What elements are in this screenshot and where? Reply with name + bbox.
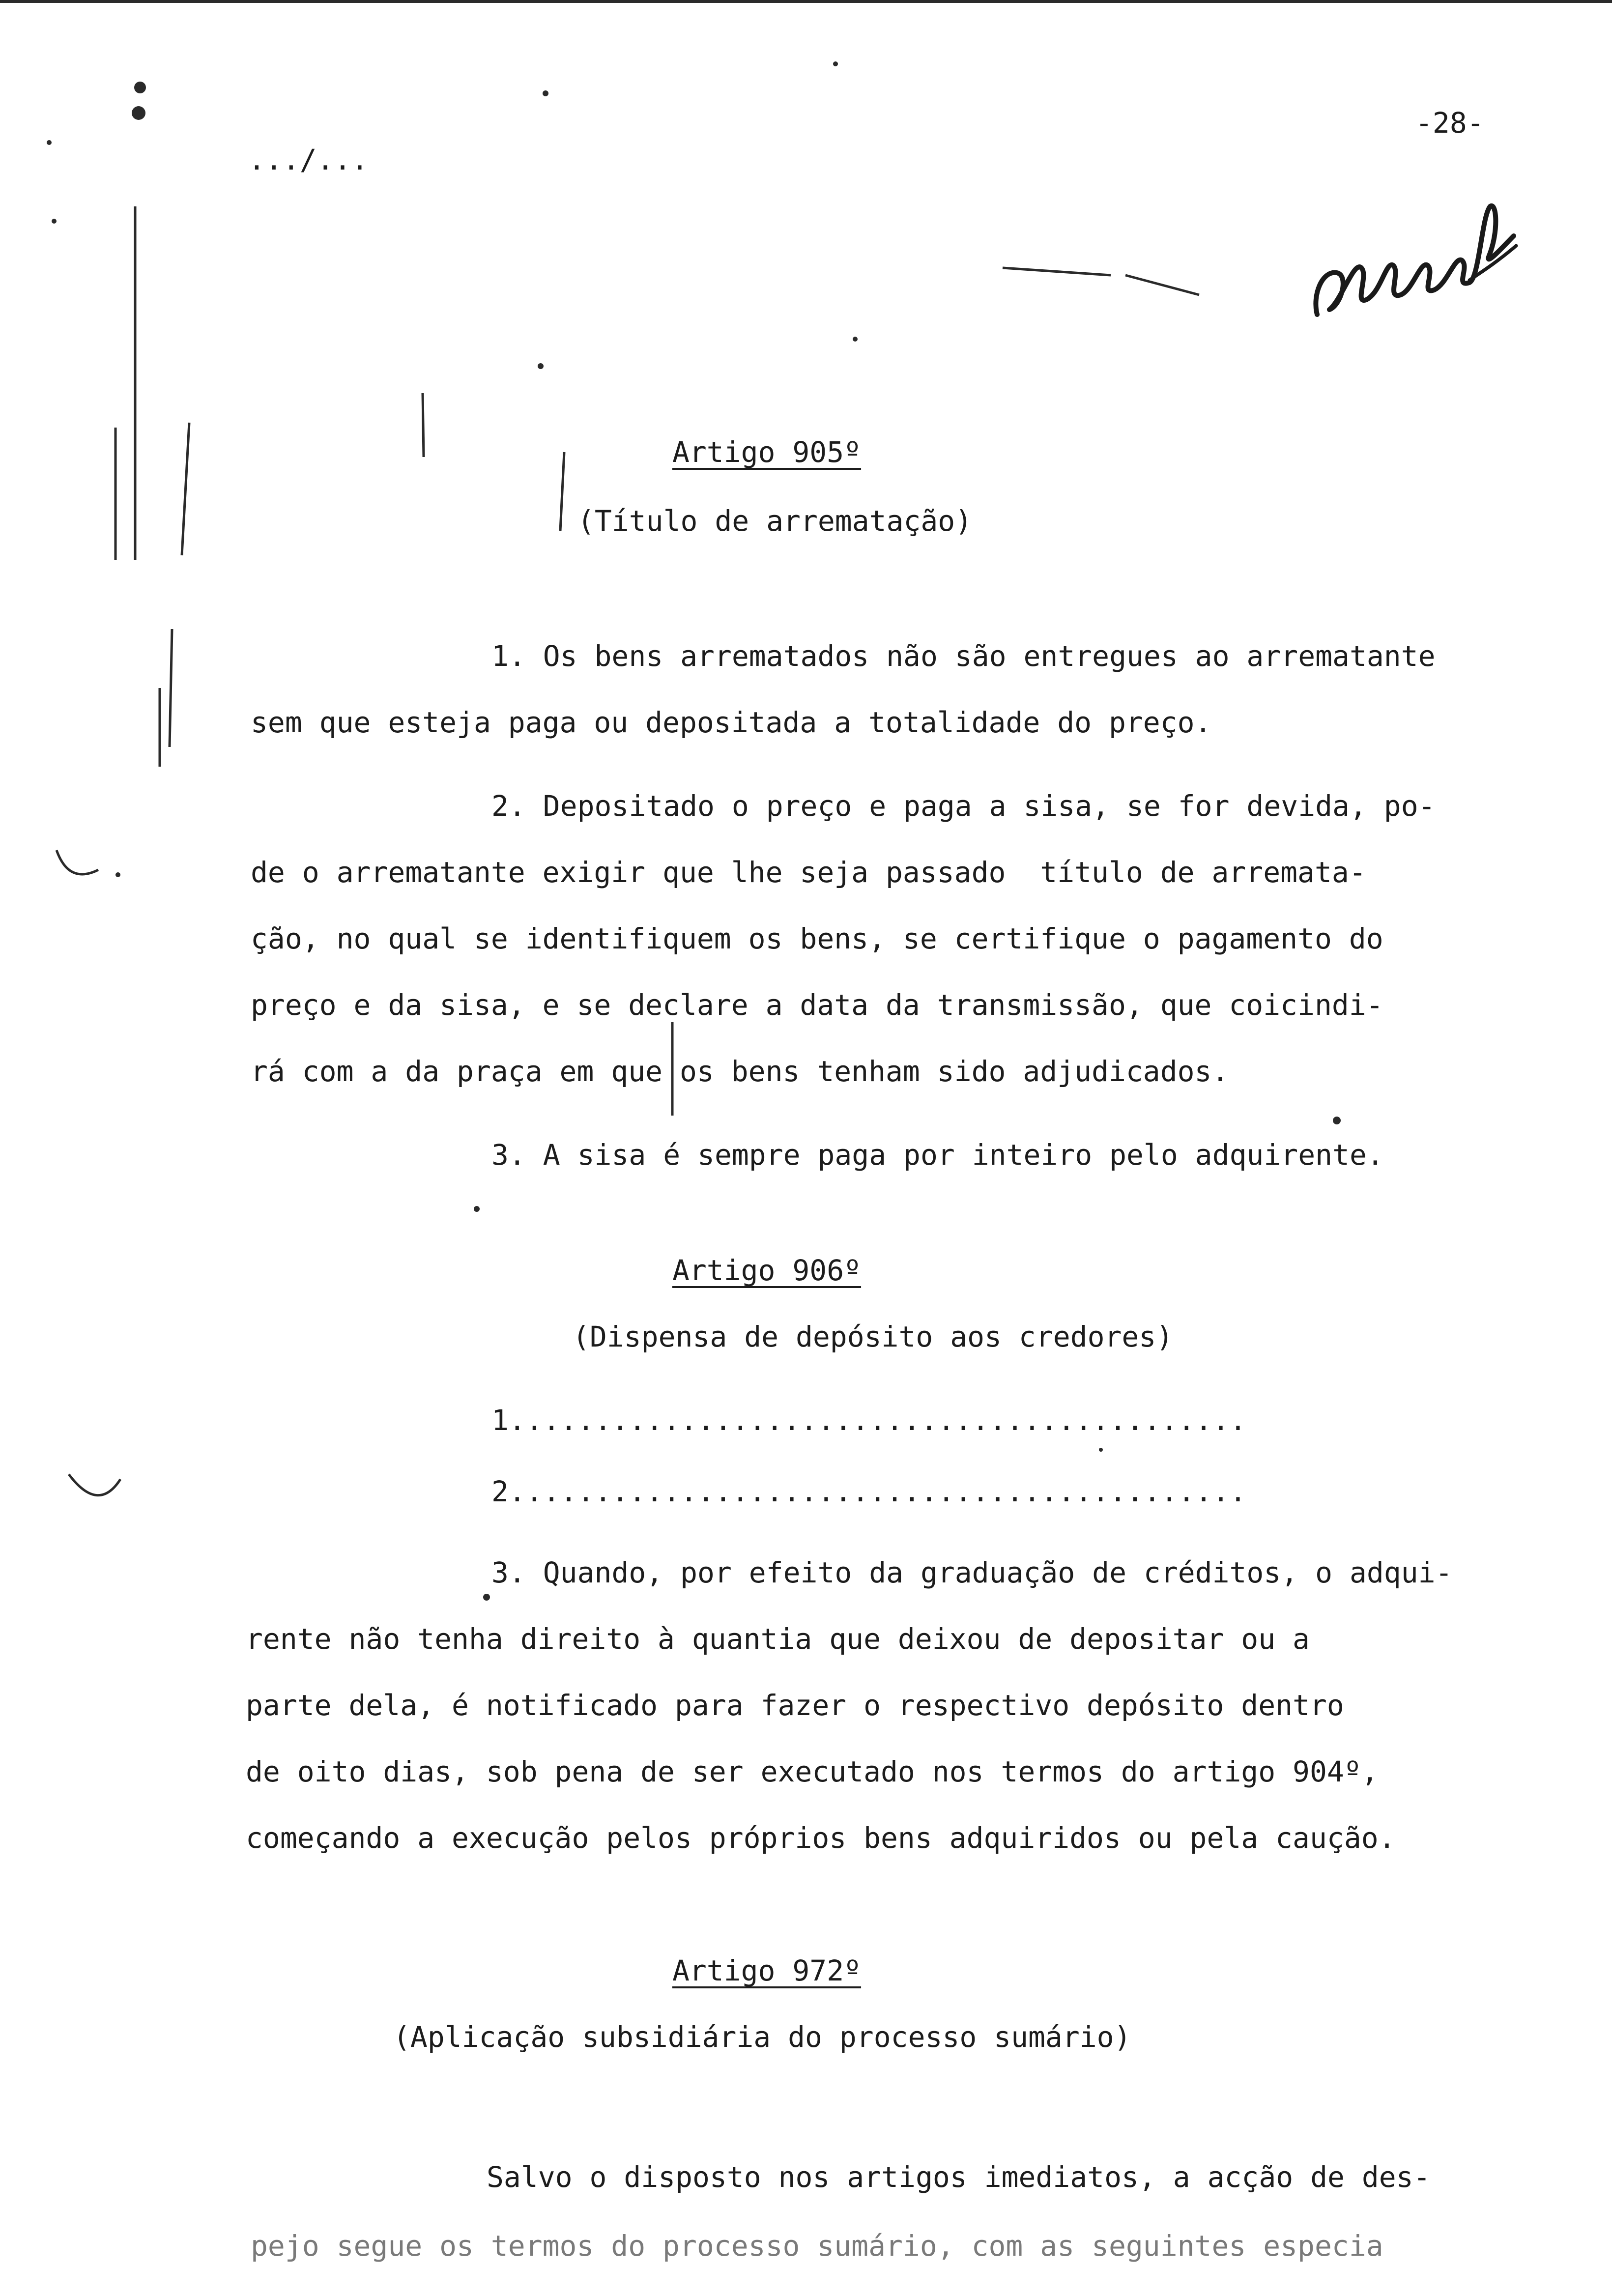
handwritten-signature-icon — [1307, 187, 1524, 334]
body-line: 2........................................... — [491, 1475, 1247, 1508]
body-line: de o arrematante exigir que lhe seja passado título de arremata- — [251, 856, 1366, 889]
body-line: ção, no qual se identifiquem os bens, se certifique o pagamento do — [251, 922, 1383, 955]
body-line: rente não tenha direito à quantia que deixou de depositar ou a — [246, 1622, 1310, 1656]
body-line: preço e da sisa, e se declare a data da transmissão, que coicindi- — [251, 988, 1383, 1022]
article-heading-905: Artigo 905º — [672, 435, 862, 469]
body-line: parte dela, é notificado para fazer o respectivo depósito dentro — [246, 1689, 1344, 1722]
article-subtitle-905: (Título de arrematação) — [577, 504, 973, 538]
body-line: pejo segue os termos do processo sumário, com as seguintes especia — [251, 2229, 1383, 2263]
body-line: Salvo o disposto nos artigos imediatos, a acção de des- — [487, 2160, 1431, 2194]
article-heading-972: Artigo 972º — [672, 1954, 862, 1987]
body-line: rá com a da praça em que os bens tenham sido adjudicados. — [251, 1055, 1229, 1088]
article-subtitle-906: (Dispensa de depósito aos credores) — [573, 1320, 1174, 1353]
body-line: 1........................................... — [491, 1404, 1247, 1437]
article-heading-906: Artigo 906º — [672, 1254, 862, 1287]
body-line: começando a execução pelos próprios bens adquiridos ou pela caução. — [246, 1821, 1396, 1855]
top-border-line — [0, 0, 1612, 3]
body-line: 1. Os bens arrematados não são entregues ao arrematante — [491, 639, 1436, 673]
article-subtitle-972: (Aplicação subsidiária do processo sumário) — [393, 2020, 1131, 2054]
body-line: sem que esteja paga ou depositada a totalidade do preço. — [251, 706, 1212, 739]
body-line: 3. Quando, por efeito da graduação de créditos, o adqui- — [491, 1556, 1453, 1589]
body-line: 3. A sisa é sempre paga por inteiro pelo adquirente. — [491, 1138, 1384, 1172]
page-number: -28- — [1415, 106, 1484, 140]
continuation-mark: .../... — [248, 143, 369, 176]
body-line: 2. Depositado o preço e paga a sisa, se for devida, po- — [491, 789, 1436, 823]
body-line: de oito dias, sob pena de ser executado nos termos do artigo 904º, — [246, 1755, 1379, 1788]
